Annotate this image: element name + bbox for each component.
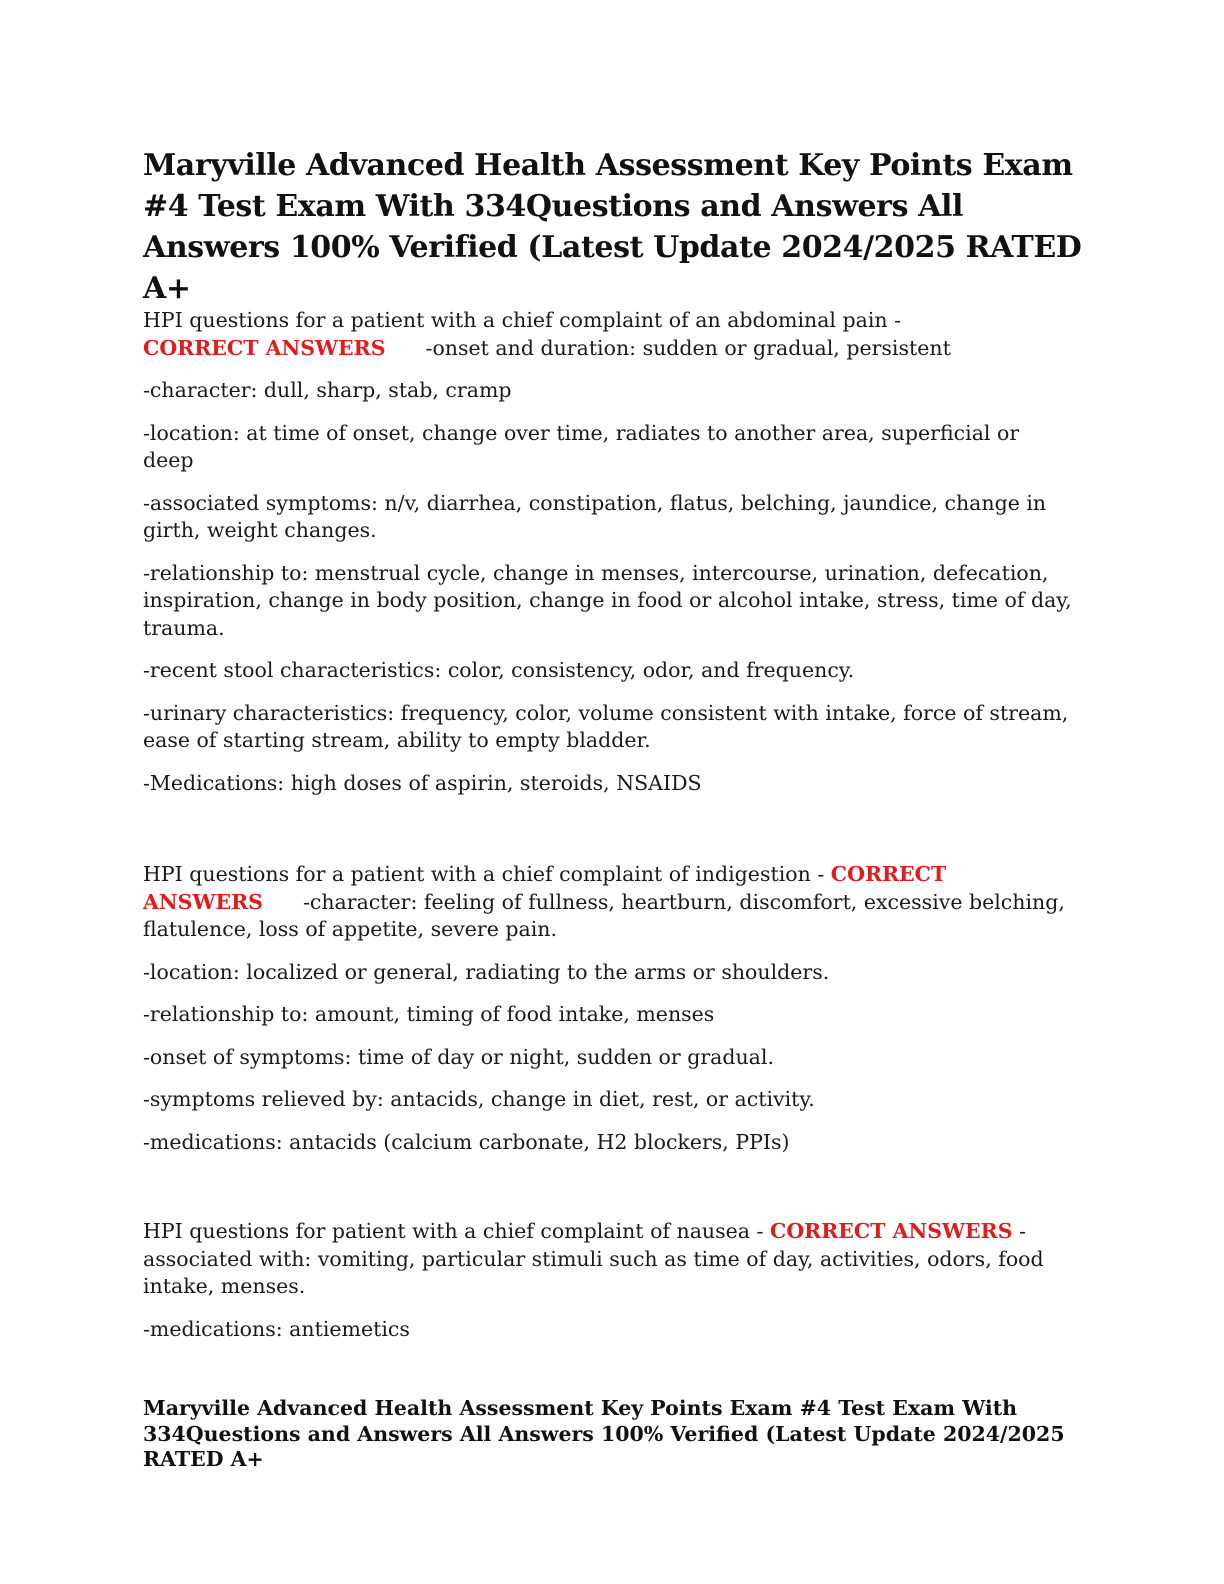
answer-item: -urinary characteristics: frequency, color, volume consistent with intake, force of stream, ease of starting stream, ability to empty bladder. <box>143 700 1069 752</box>
document-title: Maryville Advanced Health Assessment Key Points Exam #4 Test Exam With 334Questions and Answers All Answers 100% Verified (Latest Update 2024/2025 RATED A+ <box>143 148 1082 306</box>
correct-answers-label: CORRECT ANSWERS <box>770 1219 1013 1243</box>
correct-answers-label: CORRECT ANSWERS <box>143 862 947 914</box>
qa-section-indigestion <box>143 861 1073 1171</box>
answer-text: -character: feeling of fullness, heartburn, discomfort, excessive belching, flatulence, loss of appetite, severe pain. <box>143 889 1065 941</box>
correct-answers-label: CORRECT ANSWERS <box>143 335 386 360</box>
answer-item: -Medications: high doses of aspirin, steroids, NSAIDS <box>143 770 702 795</box>
answer-item: -medications: antiemetics <box>143 1316 410 1341</box>
answer-text: -associated with: vomiting, particular stimuli such as time of day, activities, odors, food intake, menses. <box>143 1219 1044 1298</box>
question-text: HPI questions for patient with a chief complaint of nausea - <box>143 1219 764 1243</box>
answer-item: -recent stool characteristics: color, consistency, odor, and frequency. <box>143 658 855 682</box>
answer-item: -medications: antacids (calcium carbonate, H2 blockers, PPIs) <box>143 1129 790 1154</box>
question-paragraph <box>143 307 1073 362</box>
footer-title: Maryville Advanced Health Assessment Key Points Exam #4 Test Exam With 334Questions and Answers All Answers 100% Verified (Latest Update 2024/2025 RATED A+ <box>143 1396 1065 1471</box>
answer-item: -symptoms relieved by: antacids, change in diet, rest, or activity. <box>143 1087 815 1111</box>
qa-section-abdominal-pain <box>143 307 1073 812</box>
answer-text: -onset and duration: sudden or gradual, persistent <box>425 335 951 360</box>
answer-item: -relationship to: amount, timing of food intake, menses <box>143 1002 715 1026</box>
question-paragraph <box>143 1218 1073 1301</box>
question-paragraph <box>143 861 1073 944</box>
answer-item: -location: localized or general, radiating to the arms or shoulders. <box>143 959 830 984</box>
answer-item: -location: at time of onset, change over time, radiates to another area, superficial or deep <box>143 420 1020 472</box>
question-text: HPI questions for a patient with a chief complaint of an abdominal pain - <box>143 308 902 332</box>
qa-section-nausea <box>143 1218 1073 1358</box>
answer-item: -onset of symptoms: time of day or night, sudden or gradual. <box>143 1044 774 1069</box>
question-text: HPI questions for a patient with a chief complaint of indigestion - <box>143 862 825 886</box>
answer-item: -relationship to: menstrual cycle, change in menses, intercourse, urination, defecation, inspiration, change in body position, change in food or alcohol intake, stress, time of day, trauma. <box>143 560 1072 640</box>
answer-item: -character: dull, sharp, stab, cramp <box>143 378 512 402</box>
answer-item: -associated symptoms: n/v, diarrhea, constipation, flatus, belching, jaundice, change in girth, weight changes. <box>143 490 1047 542</box>
